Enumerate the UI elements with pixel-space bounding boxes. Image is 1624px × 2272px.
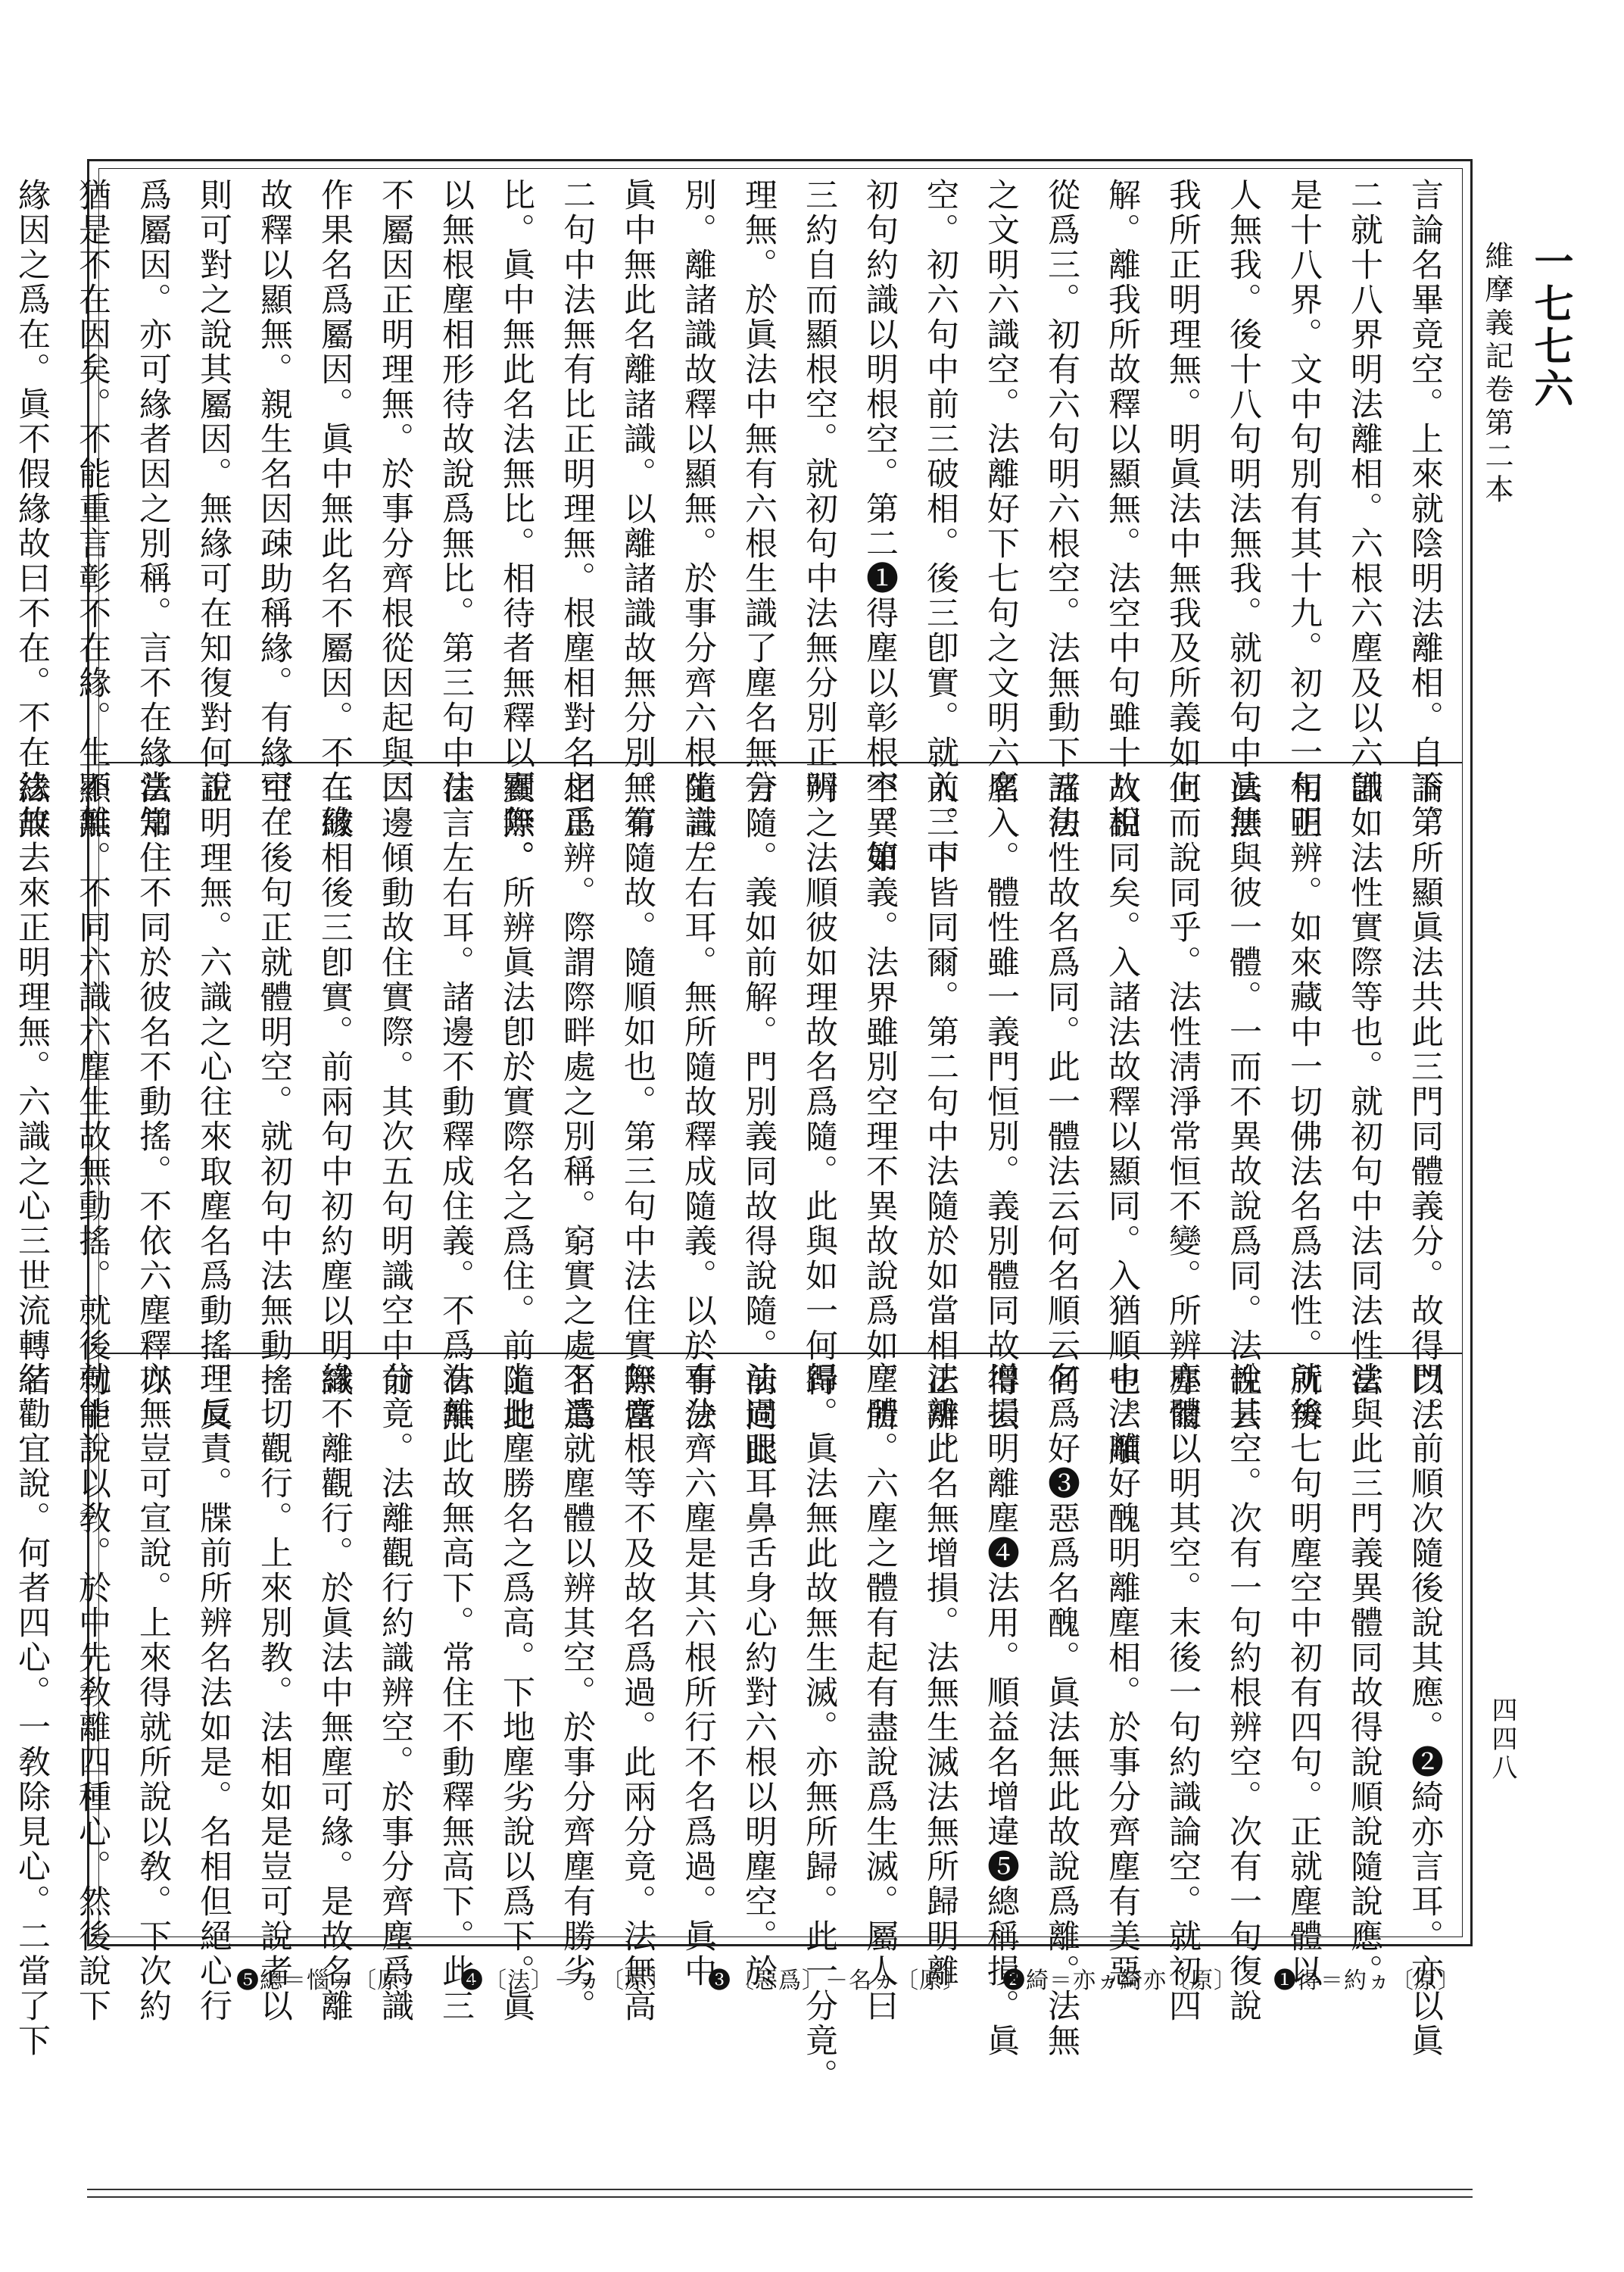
text-column: 比。眞中無此名法無比。相待者無釋以顯無。 bbox=[497, 178, 535, 875]
text-column: 法離此名無增損。法無生滅法無所歸明離 bbox=[921, 1362, 959, 1989]
footnote: ❶得＝約ヵ〔原〕 bbox=[1273, 1968, 1461, 1994]
text-column: 緣不離觀行。於眞法中無塵可緣。是故名離 bbox=[316, 1362, 354, 2024]
text-column: 諸法性故名爲同。此一體法云何名順云何 bbox=[1043, 771, 1080, 1398]
text-column: 是十八界。文中句別有其十九。初之一句明 bbox=[1285, 178, 1323, 840]
text-column: 眞法與彼一體。一而不異故說爲同。法性云 bbox=[1224, 771, 1262, 1433]
text-column: 三約自而顯根空。就初句中法無分別正明 bbox=[800, 178, 838, 805]
text-column: 理無。於眞法中無有六根生識了塵名無分 bbox=[740, 178, 778, 805]
text-column: 一切觀行。上來別教。法相如是豈可說者以 bbox=[255, 1362, 293, 2024]
text-column: 顯無。不同六識六塵生故無動搖。就後句中 bbox=[73, 771, 111, 1433]
text-column: 不屬因正明理無。於事分齊根從因起與因 bbox=[376, 178, 414, 805]
footnote: ❷綺＝亦ヵ綺亦〔原〕 bbox=[1002, 1968, 1237, 1994]
text-column: 理反責。牒前所辨名法如是。名相但絕心行 bbox=[195, 1362, 232, 2024]
text-column: 名爲好❸惡爲名醜。眞法無此故說爲離。法無 bbox=[1043, 1362, 1080, 2058]
text-column: 辨之法順彼如理故名爲隨。此與如一何得 bbox=[800, 771, 838, 1398]
text-column: 二邊傾動故住實際。其次五句明識空中前 bbox=[376, 771, 414, 1398]
folio-number: 四四八 bbox=[1487, 1696, 1517, 1783]
text-column: 亦無豈可宣說。上來得就所說以敎。下次約 bbox=[134, 1362, 172, 2024]
text-register-upper bbox=[13, 178, 1455, 875]
page-number: 一七七六 bbox=[1527, 241, 1573, 410]
text-column: 無有隨故。隨順如也。第三句中法住實際當 bbox=[619, 771, 656, 1433]
text-column: 中法離好醜明離塵相。於事分齊塵有美惡 bbox=[1103, 1362, 1141, 1989]
text-column: 無塵根等不及故名爲過。此兩分竟。法無高 bbox=[619, 1362, 656, 2024]
text-column: 從爲三。初有六句明六根空。法無動下五句 bbox=[1043, 178, 1080, 840]
text-column: 結勸宜說。何者四心。一敎除見心。二當了下 bbox=[13, 1362, 51, 2058]
text-column: 猶是不在因矣。不能重言彰不在緣。生不離 bbox=[73, 178, 111, 840]
text-column: 二破相後三卽實。前兩句中初約塵以明識 bbox=[316, 771, 354, 1398]
text-column: 入。下皆同爾。第二句中法隨於如當相正辨。 bbox=[921, 771, 959, 1468]
text-column: 上地塵勝名之爲高。下地塵劣說以爲下。眞 bbox=[497, 1362, 535, 2024]
text-column: 故說同矣。入諸法故釋以顯同。入猶順也。順 bbox=[1103, 771, 1141, 1468]
text-column: 歸。眞法無此故無生滅。亦無所歸。此一分竟。 bbox=[800, 1362, 838, 2093]
text-column: 別。離諸識故釋以顯無。於事分齊六根生識。 bbox=[679, 178, 717, 875]
bottom-rule bbox=[87, 2189, 1473, 2190]
text-column: 就能說以敎。於中先敎離四種心。然後說下 bbox=[73, 1362, 111, 2024]
text-column: 言論名畢竟空。上來就陰明法離相。自下第 bbox=[1406, 178, 1444, 840]
text-column: 塵體以明其空。末後一句約識論空。就初四 bbox=[1164, 1362, 1202, 2024]
running-title: 維摩義記卷第二本 bbox=[1480, 241, 1513, 507]
footnote: ❺總＝惱ヵ〔原〕 bbox=[236, 1968, 424, 1994]
text-register-middle bbox=[13, 771, 1455, 1468]
text-column: 眞中無此名離諸識。以離諸識故無分別。第 bbox=[619, 178, 656, 840]
text-column: 何而說同乎。法性淸淨常恒不變。所辨亦爾 bbox=[1164, 771, 1202, 1433]
text-column: 以無根塵相形待故說爲無比。第三句中法 bbox=[437, 178, 475, 805]
text-column: 說其空。次有一句約根辨空。次有一句復說 bbox=[1224, 1362, 1262, 2024]
text-column: 人無我。後十八句明法無我。就初句中法無 bbox=[1224, 178, 1262, 840]
text-column: 名入。體性雖一義門恒別。義別體同故得云 bbox=[982, 771, 1020, 1433]
text-column: 正明理無。六識之心往來取塵名爲動搖。眞 bbox=[195, 771, 232, 1433]
text-column: 下遣就塵體以辨其空。於事分齊塵有勝劣。 bbox=[558, 1362, 596, 2024]
text-column: 相正辨。際謂際畔處之別稱。窮實之處名爲 bbox=[558, 771, 596, 1433]
text-column: 論。所顯眞法共此三門同體義分。故得以法 bbox=[1406, 771, 1444, 1433]
text-column: 法常住不同於彼名不動搖。不依六塵釋以 bbox=[134, 771, 172, 1398]
text-column: 法與此三門義異體同故得說順說隨說應。 bbox=[1345, 1362, 1383, 1989]
text-column: 增損明離塵❹法用。順益名增違❺總稱損。眞 bbox=[982, 1362, 1020, 2058]
text-column bbox=[0, 1362, 2, 1937]
text-column: 卽如法性實際等也。就初句中法同法性當 bbox=[1345, 771, 1383, 1398]
text-column: 隨言左右耳。無所隨故釋成隨義。以於有法 bbox=[679, 771, 717, 1433]
text-column bbox=[0, 178, 2, 754]
text-column: 初句約識以明根空。第二❶得塵以彰根空。第 bbox=[861, 178, 899, 875]
text-column: 門。前順次隨後說其應。❷綺亦言耳。亦以眞 bbox=[1406, 1362, 1444, 2058]
text-column: 解。離我所故釋以顯無。法空中句雖十八相 bbox=[1103, 178, 1141, 840]
text-column: 法過眼耳鼻舌身心約對六根以明塵空。於 bbox=[740, 1362, 778, 1989]
text-column: 分竟。法離觀行約識辨空。於事分齊塵爲識 bbox=[376, 1362, 414, 2024]
text-column: 之文明六識空。法離好下七句之文明六塵 bbox=[982, 178, 1020, 805]
text-column: 作果名爲屬因。眞中無此名不屬因。不在緣 bbox=[316, 178, 354, 840]
text-column: 實際。所辨眞法卽於實際名之爲住。前隨此 bbox=[497, 771, 535, 1433]
text-column: 我所正明理無。明眞法中無我及所義如上 bbox=[1164, 178, 1202, 805]
text-column: 言隨。義如前解。門別義同故得說隨。前同此 bbox=[740, 771, 778, 1468]
footnote: ❹〔法〕－ヵ〔原〕 bbox=[460, 1968, 672, 1994]
text-column: 法無去來正明理無。六識之心三世流轉名 bbox=[13, 771, 51, 1398]
text-column: 相正辨。如來藏中一切佛法名爲法性。所辨 bbox=[1285, 771, 1323, 1433]
bottom-rule-double bbox=[87, 2196, 1473, 2198]
text-column: 二句中法無有比正明理無。根塵相對名之爲 bbox=[558, 178, 596, 840]
footnotes bbox=[106, 1961, 1461, 1995]
text-column: 則可對之說其屬因。無緣可在知復對何說 bbox=[195, 178, 232, 805]
text-column: 緣因之爲在。眞不假緣故曰不在。不在緣故 bbox=[13, 178, 51, 840]
text-column bbox=[0, 771, 2, 1347]
text-column: 爲屬因。亦可緣者因之別稱。言不在緣當知 bbox=[134, 178, 172, 840]
text-column: 空。後句正就體明空。就初句中法無動搖 bbox=[255, 771, 293, 1398]
text-column: 塵體。六塵之體有起有盡說爲生滅。屬人曰 bbox=[861, 1362, 899, 2024]
text-column: 二就十八界明法離相。六根六塵及以六識 bbox=[1345, 178, 1383, 805]
footnote: ❸〔惡爲〕－名ヵ〔原〕 bbox=[708, 1968, 966, 1994]
text-column: 住言左右耳。諸邊不動釋成住義。不爲有無 bbox=[437, 771, 475, 1433]
text-column: 就後七句明塵空中初有四句。正就塵體以 bbox=[1285, 1362, 1323, 1989]
text-column: 事分齊六塵是其六根所行不名爲過。眞中 bbox=[679, 1362, 717, 1989]
text-column: 空。初六句中前三破相。後三卽實。就前三中 bbox=[921, 178, 959, 875]
text-column: 不異如義。法界雖別空理不異故說爲如。所 bbox=[861, 771, 899, 1433]
text-column: 故釋以顯無。親生名因疎助稱緣。有緣可在 bbox=[255, 178, 293, 840]
text-column: 法離此故無高下。常住不動釋無高下。此三 bbox=[437, 1362, 475, 2024]
